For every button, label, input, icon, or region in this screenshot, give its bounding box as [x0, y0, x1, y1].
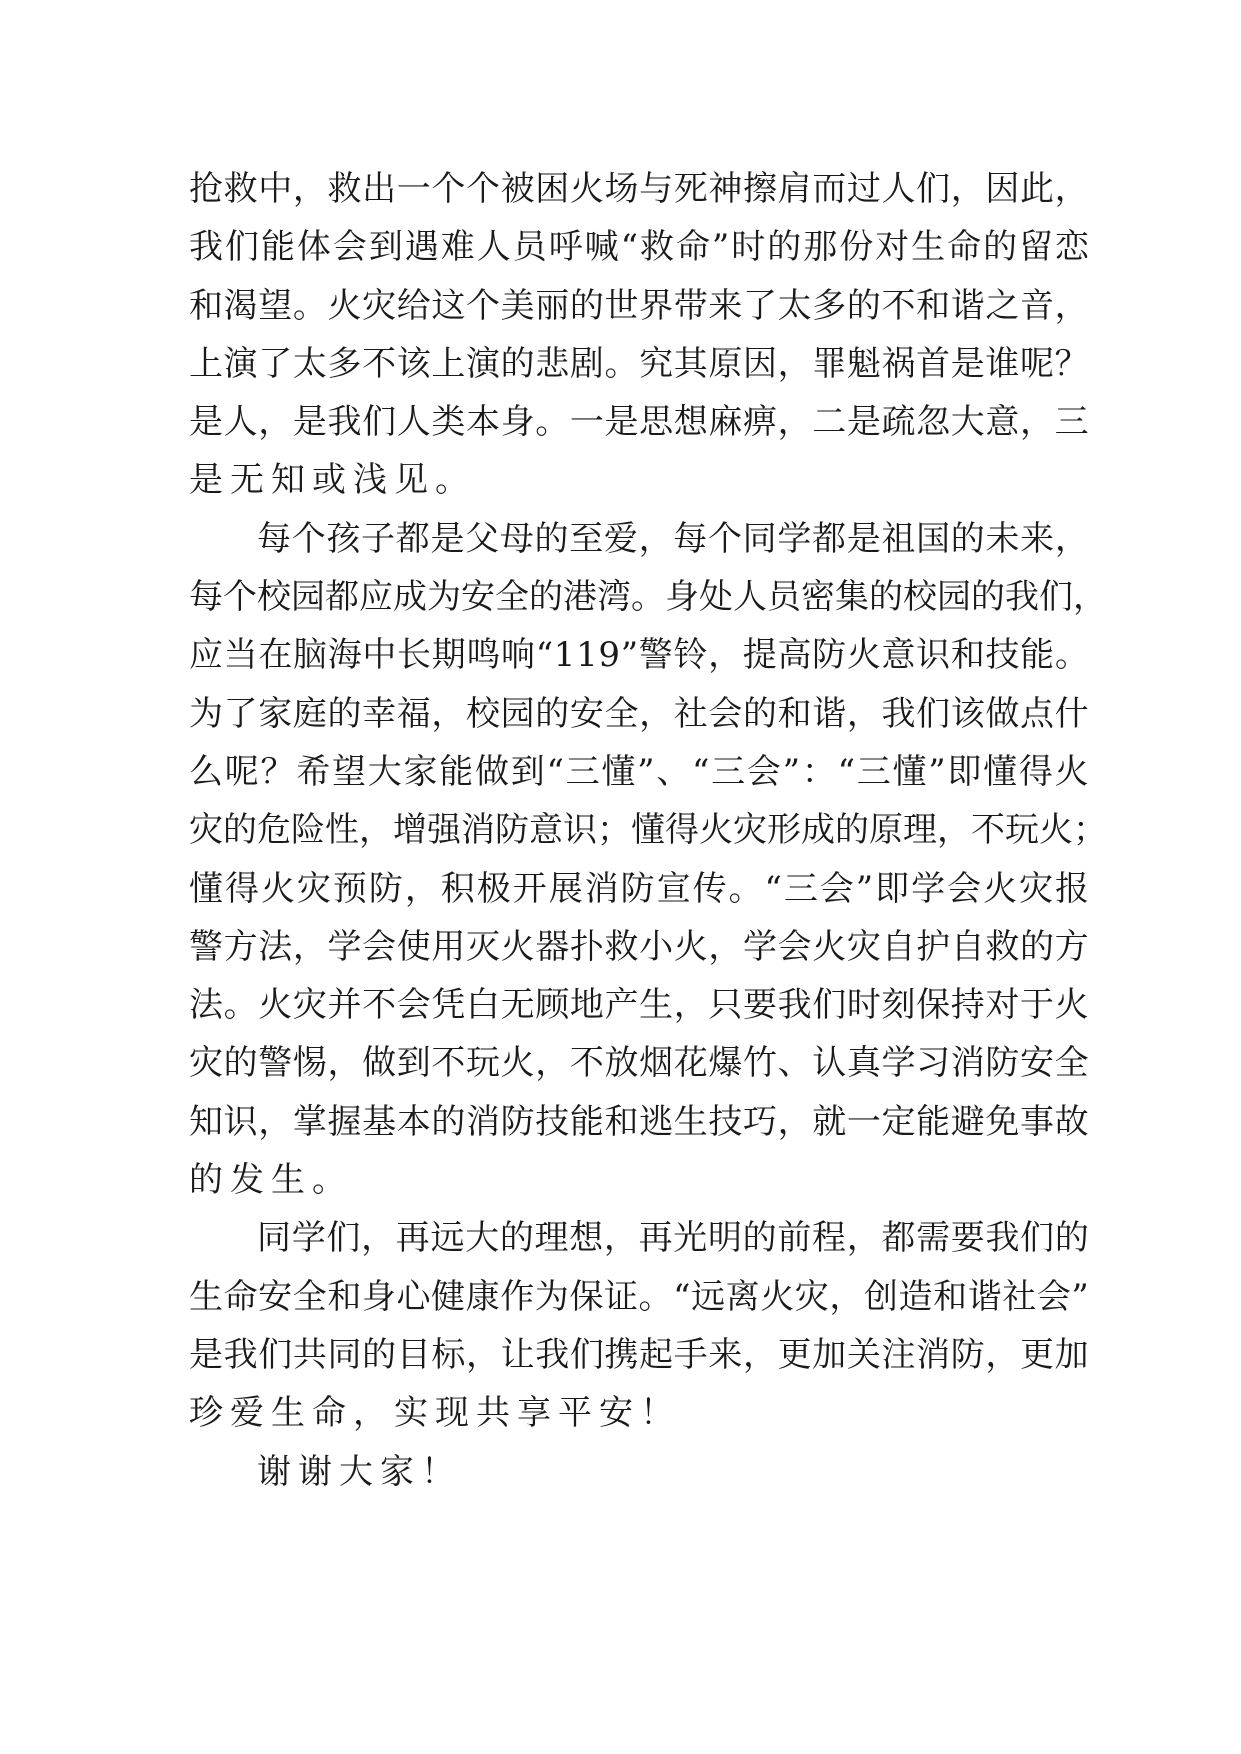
text-line: 应 当 在 脑 海 中 长 期 鸣 响 “ 1 1 9 ” 警 铃 ， 提 高 防 火 意 识 和 技 能 。	[189, 635, 1089, 676]
text-line: 谢谢大家！	[257, 1451, 462, 1492]
text-line: 灾 的 警 惕 ， 做 到 不 玩 火 ， 不 放 烟 花 爆 竹 、 认 真 学 习 消 防 安 全	[189, 1043, 1089, 1084]
text-line: 的发生。	[189, 1160, 353, 1201]
text-line: 为 了 家 庭 的 幸 福 ， 校 园 的 安 全 ， 社 会 的 和 谐 ， 我 们 该 做 点 什	[189, 693, 1089, 734]
text-line: 生 命 安 全 和 身 心 健 康 作 为 保 证 。 “ 远 离 火 灾 ， 创 造 和 谐 社 会 ”	[189, 1276, 1089, 1317]
text-line: 每 个 校 园 都 应 成 为 安 全 的 港 湾 。 身 处 人 员 密 集 的 校 园 的 我 们 ，	[189, 577, 1107, 618]
text-line: 警 方 法 ， 学 会 使 用 灭 火 器 扑 救 小 火 ， 学 会 火 灾 自 护 自 救 的 方	[189, 926, 1089, 967]
document-body	[189, 160, 1107, 1501]
text-line: 抢 救 中 ， 救 出 一 个 个 被 困 火 场 与 死 神 擦 肩 而 过 人 们 ， 因 此 ，	[189, 169, 1089, 209]
text-line: 知 识 ， 掌 握 基 本 的 消 防 技 能 和 逃 生 技 巧 ， 就 一 定 能 避 免 事 故	[189, 1101, 1089, 1142]
text-line: 同 学 们 ， 再 远 大 的 理 想 ， 再 光 明 的 前 程 ， 都 需 要 我 们 的	[257, 1218, 1089, 1259]
text-line: 上 演 了 太 多 不 该 上 演 的 悲 剧 。 究 其 原 因 ， 罪 魁 祸 首 是 谁 呢 ？	[189, 343, 1089, 384]
text-line: 灾 的 危 险 性 ， 增 强 消 防 意 识 ； 懂 得 火 灾 形 成 的 原 理 ， 不 玩 火 ；	[189, 810, 1107, 851]
text-line: 法 。 火 灾 并 不 会 凭 白 无 顾 地 产 生 ， 只 要 我 们 时 刻 保 持 对 于 火	[189, 985, 1089, 1026]
text-line: 是无知或浅见。	[189, 460, 476, 501]
text-line: 珍爱生命，实现共享平安！	[189, 1393, 681, 1434]
text-line: 我 们 能 体 会 到 遇 难 人 员 呼 喊 “ 救 命 ” 时 的 那 份 对 生 命 的 留 恋	[189, 227, 1089, 268]
text-line: 是 人 ， 是 我 们 人 类 本 身 。 一 是 思 想 麻 痹 ， 二 是 疏 忽 大 意 ， 三	[189, 402, 1089, 443]
text-line: 每 个 孩 子 都 是 父 母 的 至 爱 ， 每 个 同 学 都 是 祖 国 的 未 来 ，	[257, 518, 1089, 559]
text-line: 和 渴 望 。 火 灾 给 这 个 美 丽 的 世 界 带 来 了 太 多 的 不 和 谐 之 音 ，	[189, 285, 1089, 326]
text-line: 是 我 们 共 同 的 目 标 ， 让 我 们 携 起 手 来 ， 更 加 关 注 消 防 ， 更 加	[189, 1334, 1089, 1375]
text-line: 么 呢 ？ 希 望 大 家 能 做 到 “ 三 懂 ” 、 “ 三 会 ” ： “ 三 懂 ” 即 懂 得 火	[189, 751, 1089, 792]
text-line: 懂 得 火 灾 预 防 ， 积 极 开 展 消 防 宣 传 。 “ 三 会 ” 即 学 会 火 灾 报	[189, 868, 1089, 909]
